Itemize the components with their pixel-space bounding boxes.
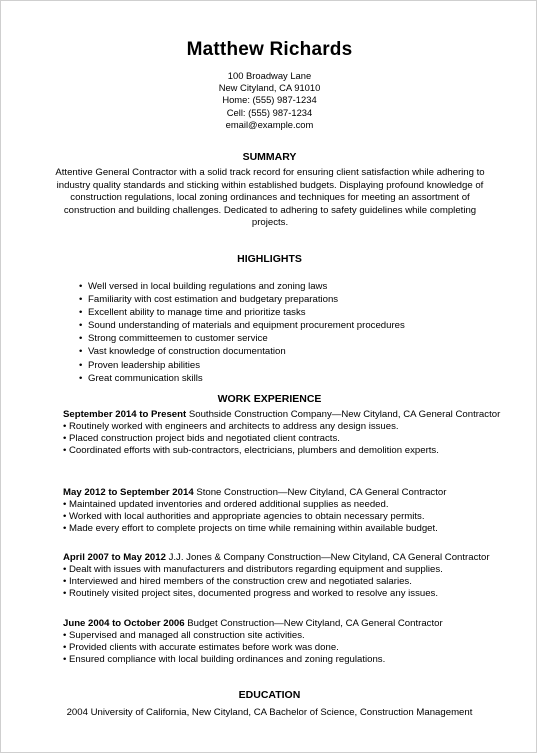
highlight-item: • Strong committeemen to customer service: [79, 332, 405, 345]
job-bullets: [63, 564, 533, 600]
job-employer: Southside Construction Company—New Cityland, CA General Contractor: [186, 409, 501, 420]
job-bullet: • Maintained updated inventories and ordered additional supplies as needed.: [63, 499, 533, 511]
job-employer: J.J. Jones & Company Construction—New Cityland, CA General Contractor: [165, 552, 490, 563]
job-bullet: • Coordinated efforts with sub-contractors, electricians, plumbers and demolition experts.: [63, 445, 533, 457]
job-entry: [63, 487, 533, 535]
job-dates: May 2012 to September 2014: [63, 487, 194, 498]
highlight-item: • Great communication skills: [79, 372, 405, 385]
education-text: 2004 University of California, New Cityland, CA Bachelor of Science, Construction Management: [66, 707, 473, 718]
job-employer: Budget Construction—New Cityland, CA General Contractor: [184, 618, 443, 629]
cell-phone: Cell: (555) 987-1234: [226, 106, 313, 118]
job-bullet: • Ensured compliance with local building ordinances and zoning regulations.: [63, 654, 533, 666]
contact-block: [1, 70, 538, 131]
job-title-line: [63, 552, 533, 564]
job-title-line: [63, 487, 533, 499]
job-employer: Stone Construction—New Cityland, CA General Contractor: [193, 487, 447, 498]
job-bullet: • Routinely worked with engineers and architects to address any design issues.: [63, 421, 533, 433]
job-bullets: [63, 499, 533, 535]
job-dates: April 2007 to May 2012: [63, 552, 166, 563]
job-title-line: [63, 618, 533, 630]
job-bullet: • Supervised and managed all construction site activities.: [63, 630, 533, 642]
highlight-item: • Proven leadership abilities: [79, 359, 405, 372]
job-title-line: [63, 409, 533, 421]
job-bullet: • Provided clients with accurate estimates before work was done.: [63, 642, 533, 654]
address-line-2: New Cityland, CA 91010: [218, 82, 321, 94]
job-bullet: • Worked with local authorities and appropriate agencies to obtain necessary permits.: [63, 511, 533, 523]
summary-heading: SUMMARY: [242, 151, 297, 163]
job-bullet: • Made every effort to complete projects on time while remaining within available budget.: [63, 523, 533, 535]
highlights-heading: HIGHLIGHTS: [237, 253, 302, 265]
work-experience-heading: WORK EXPERIENCE: [217, 393, 322, 405]
job-bullet: • Routinely visited project sites, documented progress and worked to resolve any issues.: [63, 588, 533, 600]
highlight-item: • Excellent ability to manage time and prioritize tasks: [79, 306, 405, 319]
job-bullet: • Placed construction project bids and negotiated client contracts.: [63, 433, 533, 445]
job-bullet: • Interviewed and hired members of the construction crew and negotiated salaries.: [63, 576, 533, 588]
highlight-item: • Well versed in local building regulations and zoning laws: [79, 280, 405, 293]
job-dates: September 2014 to Present: [63, 409, 187, 420]
job-bullets: [63, 630, 533, 666]
highlight-item: • Sound understanding of materials and equipment procurement procedures: [79, 319, 405, 332]
job-dates: June 2004 to October 2006: [63, 618, 185, 629]
candidate-name: Matthew Richards: [186, 39, 353, 60]
highlight-item: • Vast knowledge of construction documentation: [79, 345, 405, 358]
job-entry: [63, 409, 533, 457]
highlights-list: [79, 280, 405, 385]
job-bullets: [63, 421, 533, 457]
education-heading: EDUCATION: [238, 689, 301, 701]
job-bullet: • Dealt with issues with manufacturers and distributors regarding equipment and supplies.: [63, 564, 533, 576]
job-entry: [63, 618, 533, 666]
email-address: email@example.com: [225, 118, 314, 130]
home-phone: Home: (555) 987-1234: [222, 94, 317, 106]
summary-text: Attentive General Contractor with a solid track record for ensuring client satisfaction while adhering to industry quality standards and sticking within established budgets. Displaying profound knowledge of construction regulations, local zoning ordinances and techniques for meeting an assortment of construction and building challenges. Dedicated to adhering to safety guidelines while completing projects.: [55, 167, 485, 229]
job-entry: [63, 552, 533, 600]
address-line-1: 100 Broadway Lane: [227, 70, 312, 81]
highlight-item: • Familiarity with cost estimation and budgetary preparations: [79, 293, 405, 306]
